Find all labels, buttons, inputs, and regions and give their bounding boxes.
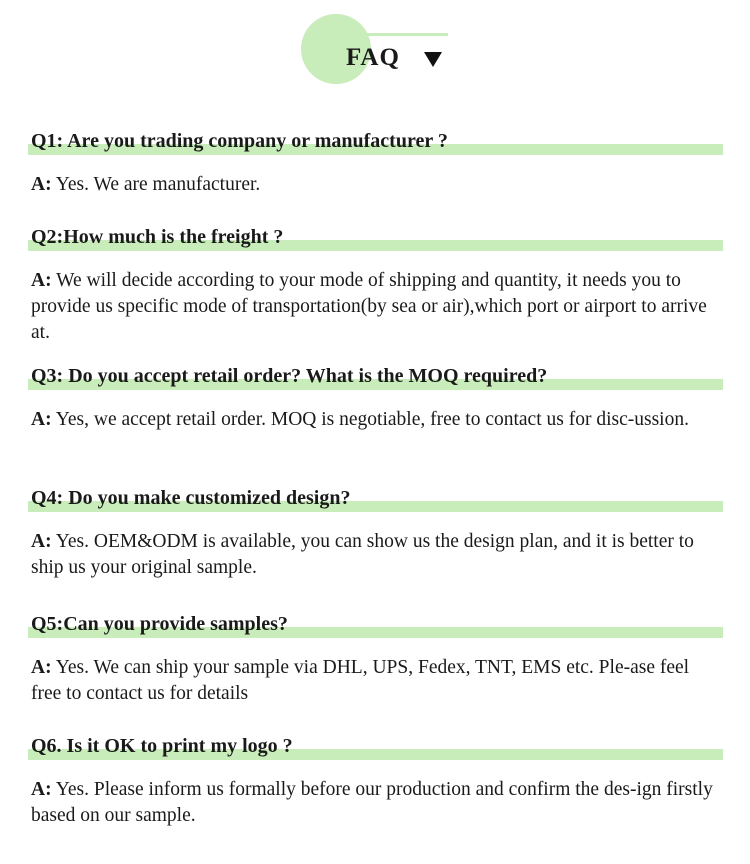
- question-text: Q1: Are you trading company or manufacturer ?: [31, 130, 448, 152]
- question-row: [0, 130, 750, 162]
- question-row: [0, 613, 750, 645]
- question-row: [0, 226, 750, 258]
- answer-prefix: A:: [31, 779, 52, 800]
- faq-item-2: [0, 226, 750, 346]
- answer-body: We will decide according to your mode of shipping and quantity, it needs you to provide us specific mode of transportation(by sea or air),which port or airport to arrive at.: [31, 270, 707, 343]
- question-text: Q3: Do you accept retail order? What is the MOQ required?: [31, 365, 548, 387]
- question-row: [0, 735, 750, 767]
- answer-body: Yes, we accept retail order. MOQ is negotiable, free to contact us for disc-ussion.: [55, 409, 689, 430]
- answer-text: [31, 268, 721, 346]
- faq-item-4: [0, 487, 750, 581]
- answer-text: [31, 407, 721, 433]
- answer-prefix: A:: [31, 409, 52, 430]
- faq-item-3: [0, 365, 750, 433]
- question-text: Q4: Do you make customized design?: [31, 487, 351, 509]
- answer-prefix: A:: [31, 174, 52, 195]
- answer-body: Yes. We can ship your sample via DHL, UPS, Fedex, TNT, EMS etc. Ple-ase feel free to contact us for details: [31, 657, 690, 704]
- answer-text: [31, 529, 721, 581]
- question-row: [0, 487, 750, 519]
- answer-text: [31, 655, 721, 707]
- answer-prefix: A:: [31, 657, 52, 678]
- decorative-line: [330, 33, 448, 36]
- answer-text: [31, 777, 721, 829]
- answer-text: [31, 172, 721, 198]
- answer-prefix: A:: [31, 270, 52, 291]
- faq-item-6: [0, 735, 750, 829]
- triangle-down-icon: [424, 52, 442, 67]
- question-text: Q5:Can you provide samples?: [31, 613, 288, 635]
- answer-body: Yes. Please inform us formally before our production and confirm the des-ign firstly based on our sample.: [31, 779, 713, 826]
- question-text: Q2:How much is the freight ?: [31, 226, 284, 248]
- answer-body: Yes. We are manufacturer.: [55, 174, 261, 195]
- faq-item-5: [0, 613, 750, 707]
- question-row: [0, 365, 750, 397]
- answer-prefix: A:: [31, 531, 52, 552]
- page-title: FAQ: [346, 44, 400, 71]
- faq-item-1: [0, 130, 750, 198]
- question-text: Q6. Is it OK to print my logo ?: [31, 735, 293, 757]
- answer-body: Yes. OEM&ODM is available, you can show us the design plan, and it is better to ship us your original sample.: [31, 531, 694, 578]
- faq-header: [0, 0, 750, 110]
